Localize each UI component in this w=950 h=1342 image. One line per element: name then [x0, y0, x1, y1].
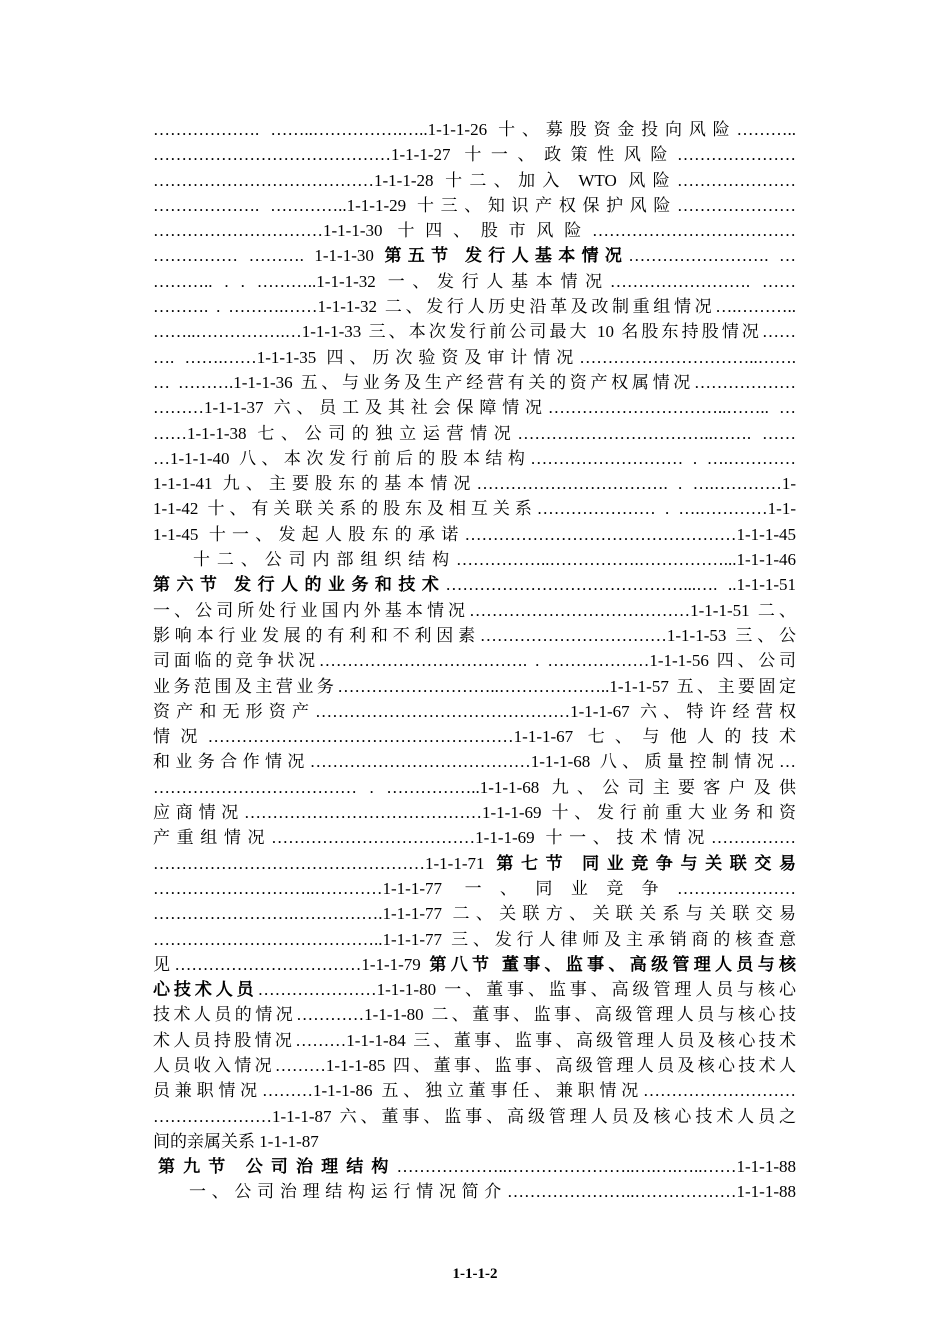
section-heading: 第七节 同业竞争与关联交易 — [496, 853, 796, 873]
toc-line — [153, 572, 796, 597]
toc-text: …………………1-1-1-80 一、董事、监事、高级管理人员与核心 — [257, 980, 796, 1000]
section-heading: 第八节 董事、监事、高级管理人员与核 — [429, 954, 796, 974]
toc-line — [153, 977, 796, 1002]
toc-text: …………… ………. 1-1-1-30 — [153, 246, 385, 266]
toc-text: …………………….…………….1-1-1-77 二、关联方、关联关系与关联交易 — [153, 904, 796, 924]
toc-text: …………………1-1-1-87 六、董事、监事、高级管理人员及核心技术人员之 — [153, 1106, 796, 1126]
toc-line — [153, 851, 796, 876]
toc-line — [153, 168, 796, 193]
toc-line — [153, 446, 796, 471]
toc-text: ……………………………………...…. ..1-1-1-51 — [445, 575, 796, 595]
toc-line — [153, 547, 796, 572]
toc-line — [153, 775, 796, 800]
toc-text: 产重组情况………………………………1-1-1-69 十一、技术情况…………… — [153, 828, 796, 848]
toc-text: 情况………………………………………………1-1-1-67 七、与他人的技术 — [153, 727, 796, 747]
toc-text: …1-1-1-40 八、本次发行前后的股本结构……………………… . ….………… — [153, 448, 796, 468]
section-heading: 第六节 发行人的业务和技术 — [153, 575, 446, 595]
toc-line — [153, 749, 796, 774]
toc-text: 和业务合作情况…………………………………1-1-1-68 八、质量控制情况… — [153, 752, 796, 772]
toc-text: …. …….……1-1-1-35 四、历次验资及审计情况…………………………..……. — [153, 347, 796, 367]
toc-line — [153, 1028, 796, 1053]
toc-text: 人员收入情况………1-1-1-85 四、董事、监事、高级管理人员及核心技术人 — [153, 1055, 796, 1075]
toc-text: 技术人员的情况…………1-1-1-80 二、董事、监事、高级管理人员与核心技 — [153, 1005, 796, 1025]
toc-line — [153, 345, 796, 370]
toc-line — [153, 522, 796, 547]
toc-text: ……………………………… . ……………..1-1-1-68 九、公司主要客户及供 — [153, 777, 796, 797]
toc-text: 一、公司所处行业国内外基本情况…………………………………1-1-1-51 二、 — [153, 600, 796, 620]
toc-line — [153, 800, 796, 825]
toc-line — [153, 901, 796, 926]
toc-text: 十二、公司内部组织结构……………..…………….……………...1-1-1-46 — [193, 550, 796, 570]
page-number: 1-1-1-2 — [452, 1266, 498, 1282]
toc-line — [153, 193, 796, 218]
toc-line — [153, 1179, 796, 1204]
toc-line — [153, 269, 796, 294]
toc-text: 业务范围及主营业务………………………..………………..1-1-1-57 五、主要固定 — [153, 676, 796, 696]
toc-line — [153, 496, 796, 521]
toc-text: 应商情况……………………………………1-1-1-69 十、发行前重大业务和资 — [153, 803, 796, 823]
toc-line — [153, 1002, 796, 1027]
toc-line — [153, 648, 796, 673]
toc-line — [153, 243, 796, 268]
toc-text: … ……….1-1-1-36 五、与业务及生产经营有关的资产权属情况……………… — [153, 372, 796, 392]
toc-line — [153, 1053, 796, 1078]
toc-line — [153, 294, 796, 319]
toc-text: …………………………………..1-1-1-77 三、发行人律师及主承销商的核查意 — [153, 929, 796, 949]
toc-text: ……1-1-1-38 七、公司的独立运营情况……………………………..……. …… — [153, 423, 796, 443]
toc-text: 资产和无形资产………………………………………1-1-1-67 六、特许经营权 — [153, 701, 796, 721]
toc-line — [153, 421, 796, 446]
toc-text: ………. . ……….……1-1-1-32 二、发行人历史沿革及改制重组情况….……….. — [153, 297, 796, 317]
toc-line — [153, 142, 796, 167]
toc-text: 一、公司治理结构运行情况简介…………………..………………1-1-1-88 — [189, 1182, 796, 1202]
toc-text: 员兼职情况………1-1-1-86 五、独立董事任、兼职情况……………………… — [153, 1081, 796, 1101]
section-heading: 第九节 公司治理结构 — [158, 1157, 397, 1177]
toc-text: ……………………. … — [628, 246, 796, 266]
toc-text: ………………………..…………1-1-1-77 一、同业竞争………………… — [153, 878, 796, 898]
toc-line — [153, 218, 796, 243]
toc-text: 影响本行业发展的有利和不利因素……………………………1-1-1-53 三、公 — [153, 625, 796, 645]
toc-line — [153, 952, 796, 977]
toc-line — [153, 1154, 796, 1179]
toc-text: ………………. …………..1-1-1-29 十三、知识产权保护风险………………… — [153, 195, 796, 215]
toc-line — [153, 927, 796, 952]
toc-line — [153, 674, 796, 699]
section-heading: 心技术人员 — [153, 980, 258, 1000]
toc-text: 1-1-45 十一、发起人股东的承诺…………………………………………1-1-1-45 — [153, 524, 796, 544]
toc-text: 间的亲属关系 1-1-1-87 — [153, 1131, 319, 1151]
toc-line — [153, 117, 796, 142]
toc-text: ……….. . . ………..1-1-1-32 一、发行人基本情况……………………. …… — [153, 271, 796, 291]
toc-text: 见……………………………1-1-1-79 — [153, 954, 430, 974]
toc-text: 司面临的竞争状况………………………………. . ………………1-1-1-56 四、公司 — [153, 651, 796, 671]
toc-line — [153, 1078, 796, 1103]
toc-text: ……………………………………1-1-1-27 十一、政策性风险………………… — [153, 145, 796, 165]
toc-text: 术人员持股情况………1-1-1-84 三、董事、监事、高级管理人员及核心技术 — [153, 1030, 796, 1050]
toc-text: ………………..…………………..….….…..……1-1-1-88 — [396, 1157, 796, 1177]
toc-text: …………………………………………1-1-1-71 — [153, 853, 497, 873]
toc-line — [153, 1129, 796, 1154]
toc-line — [153, 876, 796, 901]
toc-text: …………………………1-1-1-30 十四、股市风险……………………………… — [153, 221, 796, 241]
toc-line — [153, 370, 796, 395]
toc-text: ……..…………….…1-1-1-33 三、本次发行前公司最大 10 名股东持股情况…… — [153, 322, 796, 342]
toc-line — [153, 598, 796, 623]
toc-line — [153, 825, 796, 850]
toc-line — [153, 1104, 796, 1129]
toc-line — [153, 395, 796, 420]
toc-text: ………1-1-1-37 六、员工及其社会保障情况…………………………..…….. … — [153, 398, 796, 418]
section-heading: 第五节 发行人基本情况 — [384, 246, 629, 266]
table-of-contents — [153, 117, 796, 1205]
toc-line — [153, 724, 796, 749]
toc-line — [153, 471, 796, 496]
toc-text: 1-1-42 十、有关联关系的股东及相互关系………………… . ….…………1-1- — [153, 499, 796, 519]
toc-line — [153, 623, 796, 648]
toc-text: 1-1-1-41 九、主要股东的基本情况……………………………. . ….…………1- — [153, 474, 796, 494]
toc-line — [153, 699, 796, 724]
toc-line — [153, 319, 796, 344]
toc-text: …………………………………1-1-1-28 十二、加入 WTO 风险………………… — [153, 170, 796, 190]
toc-text: ………………. ……..…………….…..1-1-1-26 十、募股资金投向风险……….. — [153, 120, 796, 139]
